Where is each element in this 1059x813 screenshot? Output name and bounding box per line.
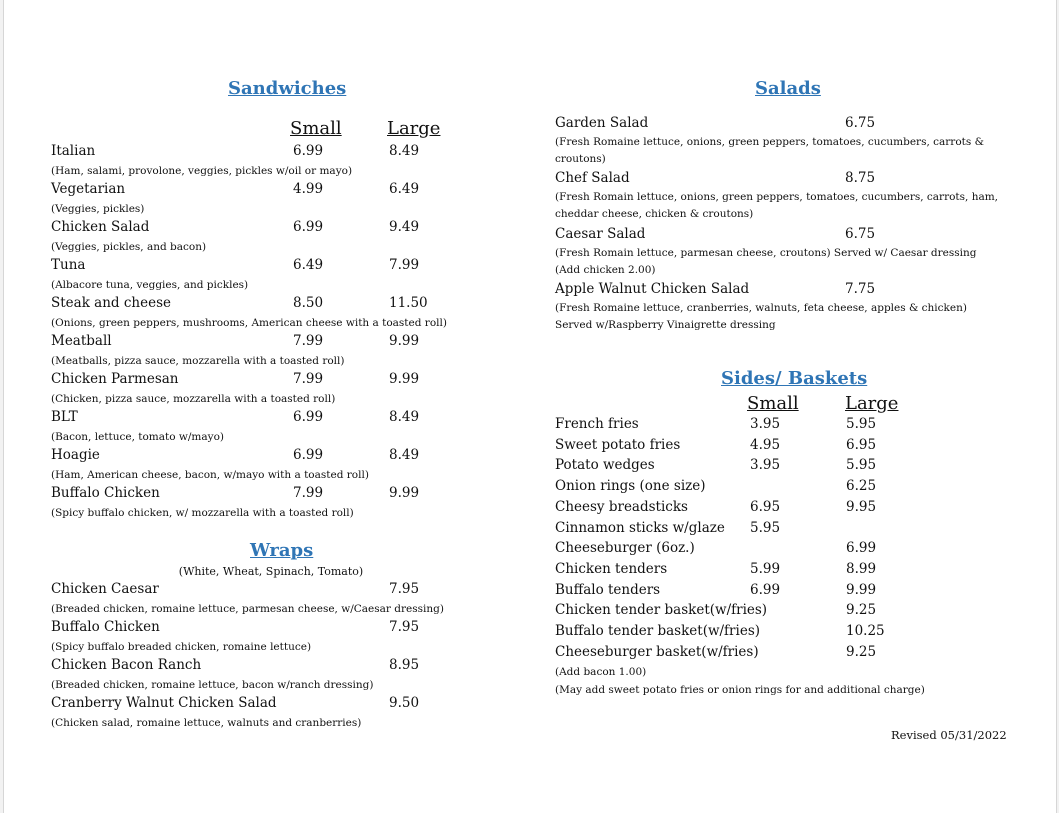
sides-note-bacon: (Add bacon 1.00) bbox=[555, 666, 647, 678]
item-small-price: 5.95 bbox=[750, 520, 781, 536]
side-item bbox=[555, 499, 1015, 519]
revised-date: Revised 05/31/2022 bbox=[891, 728, 1007, 742]
item-small-price: 6.99 bbox=[293, 447, 324, 463]
wraps-heading: Wraps bbox=[250, 540, 314, 561]
item-small-price: 6.99 bbox=[293, 219, 324, 235]
item-description: (Ham, salami, provolone, veggies, pickles w/oil or mayo) bbox=[51, 165, 353, 177]
item-name: Chicken tenders bbox=[555, 561, 668, 577]
item-name: Buffalo Chicken bbox=[51, 485, 160, 501]
item-small-price: 6.99 bbox=[293, 143, 324, 159]
item-name: Chicken Bacon Ranch bbox=[51, 657, 202, 673]
sandwich-item bbox=[51, 257, 481, 277]
sides-large-header: Large bbox=[845, 393, 899, 414]
item-large-price: 11.50 bbox=[389, 295, 428, 311]
item-small-price: 3.95 bbox=[750, 457, 781, 473]
sides-small-header: Small bbox=[747, 393, 799, 414]
item-small-price: 4.95 bbox=[750, 437, 781, 453]
sandwich-item bbox=[51, 181, 481, 201]
item-name: Cheesy breadsticks bbox=[555, 499, 688, 515]
item-description: (Spicy buffalo chicken, w/ mozzarella with a toasted roll) bbox=[51, 507, 354, 519]
salad-item bbox=[555, 115, 1015, 135]
item-price: 6.75 bbox=[845, 226, 876, 242]
sandwiches-heading: Sandwiches bbox=[228, 78, 347, 99]
item-name: Caesar Salad bbox=[555, 226, 646, 242]
item-small-price: 5.99 bbox=[750, 561, 781, 577]
item-price: 7.75 bbox=[845, 281, 876, 297]
item-description: (Albacore tuna, veggies, and pickles) bbox=[51, 279, 249, 291]
item-description: (Breaded chicken, romaine lettuce, bacon w/ranch dressing) bbox=[51, 679, 374, 691]
item-small-price: 7.99 bbox=[293, 333, 324, 349]
sandwich-item bbox=[51, 295, 481, 315]
item-small-price: 6.99 bbox=[293, 409, 324, 425]
item-name: Tuna bbox=[51, 257, 86, 273]
side-item bbox=[555, 478, 1015, 498]
item-description: (Onions, green peppers, mushrooms, American cheese with a toasted roll) bbox=[51, 317, 447, 329]
item-name: Steak and cheese bbox=[51, 295, 172, 311]
sandwich-item bbox=[51, 143, 481, 163]
sandwiches-large-header: Large bbox=[387, 118, 441, 139]
sides-heading: Sides/ Baskets bbox=[721, 368, 868, 389]
item-name: Chicken Caesar bbox=[51, 581, 159, 597]
item-large-price: 9.25 bbox=[846, 644, 877, 660]
side-item bbox=[555, 602, 1015, 622]
wrap-item bbox=[51, 581, 481, 601]
side-item bbox=[555, 416, 1015, 436]
item-large-price: 9.49 bbox=[389, 219, 420, 235]
salad-item bbox=[555, 281, 1015, 301]
item-small-price: 7.99 bbox=[293, 485, 324, 501]
item-description: (Fresh Romaine lettuce, onions, green peppers, tomatoes, cucumbers, carrots & croutons) bbox=[555, 136, 984, 165]
item-name: Chicken Salad bbox=[51, 219, 150, 235]
item-description: (Meatballs, pizza sauce, mozzarella with a toasted roll) bbox=[51, 355, 345, 367]
item-name: Buffalo tenders bbox=[555, 582, 661, 598]
item-description: (Ham, American cheese, bacon, w/mayo with a toasted roll) bbox=[51, 469, 369, 481]
item-name: Hoagie bbox=[51, 447, 100, 463]
item-name: French fries bbox=[555, 416, 639, 432]
item-large-price: 6.25 bbox=[846, 478, 877, 494]
side-item bbox=[555, 457, 1015, 477]
item-name: Garden Salad bbox=[555, 115, 649, 131]
wrap-item bbox=[51, 619, 481, 639]
item-name: Cheeseburger basket(w/fries) bbox=[555, 644, 759, 660]
sandwich-item bbox=[51, 485, 481, 505]
item-small-price: 7.99 bbox=[293, 371, 324, 387]
side-item bbox=[555, 437, 1015, 457]
item-small-price: 8.50 bbox=[293, 295, 324, 311]
item-large-price: 9.25 bbox=[846, 602, 877, 618]
item-name: Onion rings (one size) bbox=[555, 478, 706, 494]
item-description: (Fresh Romain lettuce, parmesan cheese, croutons) Served w/ Caesar dressing (Add chicken 2.00) bbox=[555, 247, 977, 276]
side-item bbox=[555, 582, 1015, 602]
item-description: (Chicken salad, romaine lettuce, walnuts and cranberries) bbox=[51, 717, 362, 729]
item-large-price: 9.99 bbox=[389, 333, 420, 349]
item-large-price: 9.99 bbox=[389, 371, 420, 387]
item-large-price: 8.49 bbox=[389, 447, 420, 463]
item-name: Chicken tender basket(w/fries) bbox=[555, 602, 768, 618]
item-large-price: 8.99 bbox=[846, 561, 877, 577]
item-description: (Spicy buffalo breaded chicken, romaine lettuce) bbox=[51, 641, 312, 653]
item-large-price: 5.95 bbox=[846, 457, 877, 473]
sandwich-item bbox=[51, 447, 481, 467]
item-large-price: 6.49 bbox=[389, 181, 420, 197]
item-large-price: 7.99 bbox=[389, 257, 420, 273]
item-name: Apple Walnut Chicken Salad bbox=[555, 281, 750, 297]
item-description: (Veggies, pickles) bbox=[51, 203, 145, 215]
item-price: 8.95 bbox=[389, 657, 420, 673]
item-name: Cheeseburger (6oz.) bbox=[555, 540, 695, 556]
wrap-item bbox=[51, 657, 481, 677]
item-large-price: 6.95 bbox=[846, 437, 877, 453]
item-price: 8.75 bbox=[845, 170, 876, 186]
item-large-price: 6.99 bbox=[846, 540, 877, 556]
item-name: Cinnamon sticks w/glaze bbox=[555, 520, 725, 536]
salad-item bbox=[555, 226, 1015, 246]
item-small-price: 6.99 bbox=[750, 582, 781, 598]
item-name: Potato wedges bbox=[555, 457, 655, 473]
item-name: Sweet potato fries bbox=[555, 437, 681, 453]
item-description: (Bacon, lettuce, tomato w/mayo) bbox=[51, 431, 224, 443]
side-item bbox=[555, 520, 1015, 540]
item-name: Cranberry Walnut Chicken Salad bbox=[51, 695, 277, 711]
sides-note-additional: (May add sweet potato fries or onion rings for and additional charge) bbox=[555, 684, 925, 696]
item-name: Italian bbox=[51, 143, 96, 159]
item-description: (Fresh Romain lettuce, onions, green peppers, tomatoes, cucumbers, carrots, ham, cheddar cheese, chicken & croutons) bbox=[555, 191, 999, 220]
item-name: Chicken Parmesan bbox=[51, 371, 179, 387]
item-price: 7.95 bbox=[389, 581, 420, 597]
item-description: (Veggies, pickles, and bacon) bbox=[51, 241, 207, 253]
item-description: (Fresh Romaine lettuce, cranberries, walnuts, feta cheese, apples & chicken) Served w/Raspberry Vinaigrette dressing bbox=[555, 302, 967, 331]
item-large-price: 10.25 bbox=[846, 623, 885, 639]
menu-page bbox=[3, 0, 1057, 813]
item-small-price: 4.99 bbox=[293, 181, 324, 197]
side-item bbox=[555, 540, 1015, 560]
item-large-price: 8.49 bbox=[389, 143, 420, 159]
side-item bbox=[555, 623, 1015, 643]
side-item bbox=[555, 644, 1015, 664]
item-large-price: 9.99 bbox=[389, 485, 420, 501]
item-name: Meatball bbox=[51, 333, 112, 349]
item-small-price: 6.49 bbox=[293, 257, 324, 273]
sandwiches-small-header: Small bbox=[290, 118, 342, 139]
item-description: (Chicken, pizza sauce, mozzarella with a toasted roll) bbox=[51, 393, 336, 405]
item-price: 6.75 bbox=[845, 115, 876, 131]
side-item bbox=[555, 561, 1015, 581]
item-price: 7.95 bbox=[389, 619, 420, 635]
salads-heading: Salads bbox=[755, 78, 821, 99]
item-price: 9.50 bbox=[389, 695, 420, 711]
item-description: (Breaded chicken, romaine lettuce, parmesan cheese, w/Caesar dressing) bbox=[51, 603, 444, 615]
sandwich-item bbox=[51, 371, 481, 391]
item-name: BLT bbox=[51, 409, 78, 425]
item-small-price: 6.95 bbox=[750, 499, 781, 515]
salad-item bbox=[555, 170, 1015, 190]
item-small-price: 3.95 bbox=[750, 416, 781, 432]
item-large-price: 8.49 bbox=[389, 409, 420, 425]
sandwich-item bbox=[51, 219, 481, 239]
item-name: Buffalo Chicken bbox=[51, 619, 160, 635]
sandwich-item bbox=[51, 409, 481, 429]
wrap-item bbox=[51, 695, 481, 715]
item-large-price: 5.95 bbox=[846, 416, 877, 432]
item-large-price: 9.95 bbox=[846, 499, 877, 515]
sandwich-item bbox=[51, 333, 481, 353]
wraps-subtitle: (White, Wheat, Spinach, Tomato) bbox=[178, 565, 364, 578]
item-large-price: 9.99 bbox=[846, 582, 877, 598]
item-name: Buffalo tender basket(w/fries) bbox=[555, 623, 761, 639]
item-name: Vegetarian bbox=[51, 181, 126, 197]
item-name: Chef Salad bbox=[555, 170, 630, 186]
